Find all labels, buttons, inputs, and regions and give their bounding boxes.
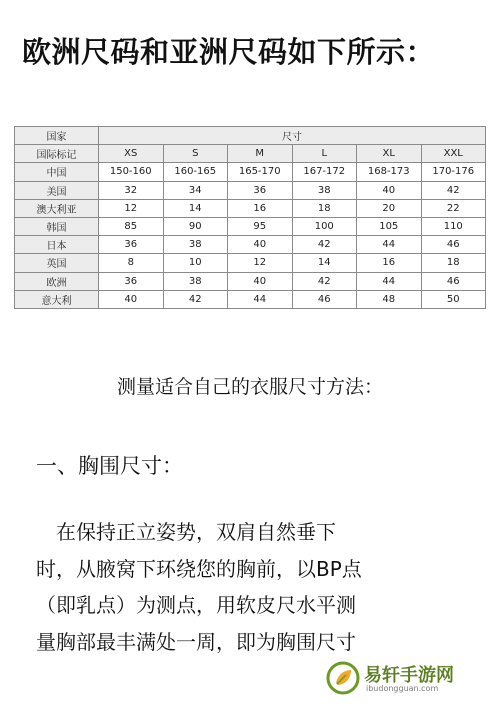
- size-value-cell: 165-170: [228, 163, 293, 181]
- size-value-cell: 46: [421, 272, 486, 290]
- size-value-cell: 36: [99, 236, 164, 254]
- table-row: [15, 236, 486, 254]
- size-value-cell: 110: [421, 217, 486, 235]
- size-value-cell: 44: [357, 236, 422, 254]
- paragraph-line: （即乳点）为测点，用软皮尺水平测: [36, 593, 356, 617]
- table-row: [15, 272, 486, 290]
- size-value-cell: 34: [163, 181, 228, 199]
- size-value-cell: 95: [228, 217, 293, 235]
- watermark: [322, 659, 492, 699]
- table-row: [15, 217, 486, 235]
- size-value-cell: 150-160: [99, 163, 164, 181]
- table-row: [15, 254, 486, 272]
- size-value-cell: 12: [228, 254, 293, 272]
- size-value-cell: 40: [357, 181, 422, 199]
- size-value-cell: 50: [421, 290, 486, 308]
- intl-size: XS: [99, 145, 164, 163]
- size-value-cell: 18: [421, 254, 486, 272]
- intl-size: XL: [357, 145, 422, 163]
- size-value-cell: 42: [292, 272, 357, 290]
- country-cell: 美国: [15, 181, 99, 199]
- paragraph-line: 时，从腋窝下环绕您的胸前，以BP点: [36, 556, 362, 581]
- leaf-circle-icon: [326, 661, 360, 695]
- size-chart: [14, 126, 486, 309]
- size-value-cell: 44: [357, 272, 422, 290]
- intl-size: S: [163, 145, 228, 163]
- size-value-cell: 46: [292, 290, 357, 308]
- size-value-cell: 42: [421, 181, 486, 199]
- size-value-cell: 40: [228, 272, 293, 290]
- size-value-cell: 10: [163, 254, 228, 272]
- size-value-cell: 46: [421, 236, 486, 254]
- country-cell: 英国: [15, 254, 99, 272]
- table-row: [15, 181, 486, 199]
- size-value-cell: 38: [163, 236, 228, 254]
- size-value-cell: 36: [99, 272, 164, 290]
- country-cell: 意大利: [15, 290, 99, 308]
- table-row: [15, 163, 486, 181]
- table-row: [15, 290, 486, 308]
- size-value-cell: 105: [357, 217, 422, 235]
- country-cell: 中国: [15, 163, 99, 181]
- table-header-row: [15, 127, 486, 145]
- size-value-cell: 20: [357, 199, 422, 217]
- size-value-cell: 42: [163, 290, 228, 308]
- size-value-cell: 85: [99, 217, 164, 235]
- country-cell: 澳大利亚: [15, 199, 99, 217]
- intl-size: L: [292, 145, 357, 163]
- watermark-name: 易轩手游网: [364, 665, 454, 686]
- intl-size: M: [228, 145, 293, 163]
- header-country: 国家: [15, 127, 99, 145]
- size-value-cell: 170-176: [421, 163, 486, 181]
- watermark-url: ibudongguan.com: [366, 684, 439, 693]
- table-row: [15, 199, 486, 217]
- size-value-cell: 48: [357, 290, 422, 308]
- size-value-cell: 16: [228, 199, 293, 217]
- size-value-cell: 167-172: [292, 163, 357, 181]
- size-table: [14, 126, 486, 309]
- chest-measure-paragraph: [36, 514, 476, 660]
- row-label-intl: 国际标记: [15, 145, 99, 163]
- section-heading-chest: 一、胸围尺寸：: [36, 454, 183, 478]
- size-value-cell: 40: [228, 236, 293, 254]
- intl-size-row: [15, 145, 486, 163]
- size-value-cell: 36: [228, 181, 293, 199]
- size-value-cell: 18: [292, 199, 357, 217]
- size-value-cell: 90: [163, 217, 228, 235]
- paragraph-line: 量胸部最丰满处一周，即为胸围尺寸: [36, 629, 356, 654]
- measure-method-title: 测量适合自己的衣服尺寸方法：: [116, 376, 383, 398]
- size-value-cell: 38: [163, 272, 228, 290]
- country-cell: 韩国: [15, 217, 99, 235]
- intl-size: XXL: [421, 145, 486, 163]
- size-value-cell: 42: [292, 236, 357, 254]
- size-value-cell: 40: [99, 290, 164, 308]
- size-value-cell: 32: [99, 181, 164, 199]
- country-cell: 日本: [15, 236, 99, 254]
- page-title: 欧洲尺码和亚洲尺码如下所示：: [22, 35, 436, 69]
- size-value-cell: 14: [163, 199, 228, 217]
- size-value-cell: 22: [421, 199, 486, 217]
- paragraph-line: 在保持正立姿势，双肩自然垂下: [36, 520, 336, 544]
- size-value-cell: 16: [357, 254, 422, 272]
- size-value-cell: 160-165: [163, 163, 228, 181]
- size-value-cell: 8: [99, 254, 164, 272]
- country-cell: 欧洲: [15, 272, 99, 290]
- size-value-cell: 14: [292, 254, 357, 272]
- size-value-cell: 38: [292, 181, 357, 199]
- size-value-cell: 168-173: [357, 163, 422, 181]
- size-value-cell: 44: [228, 290, 293, 308]
- size-value-cell: 100: [292, 217, 357, 235]
- size-value-cell: 12: [99, 199, 164, 217]
- header-size: 尺寸: [99, 127, 486, 145]
